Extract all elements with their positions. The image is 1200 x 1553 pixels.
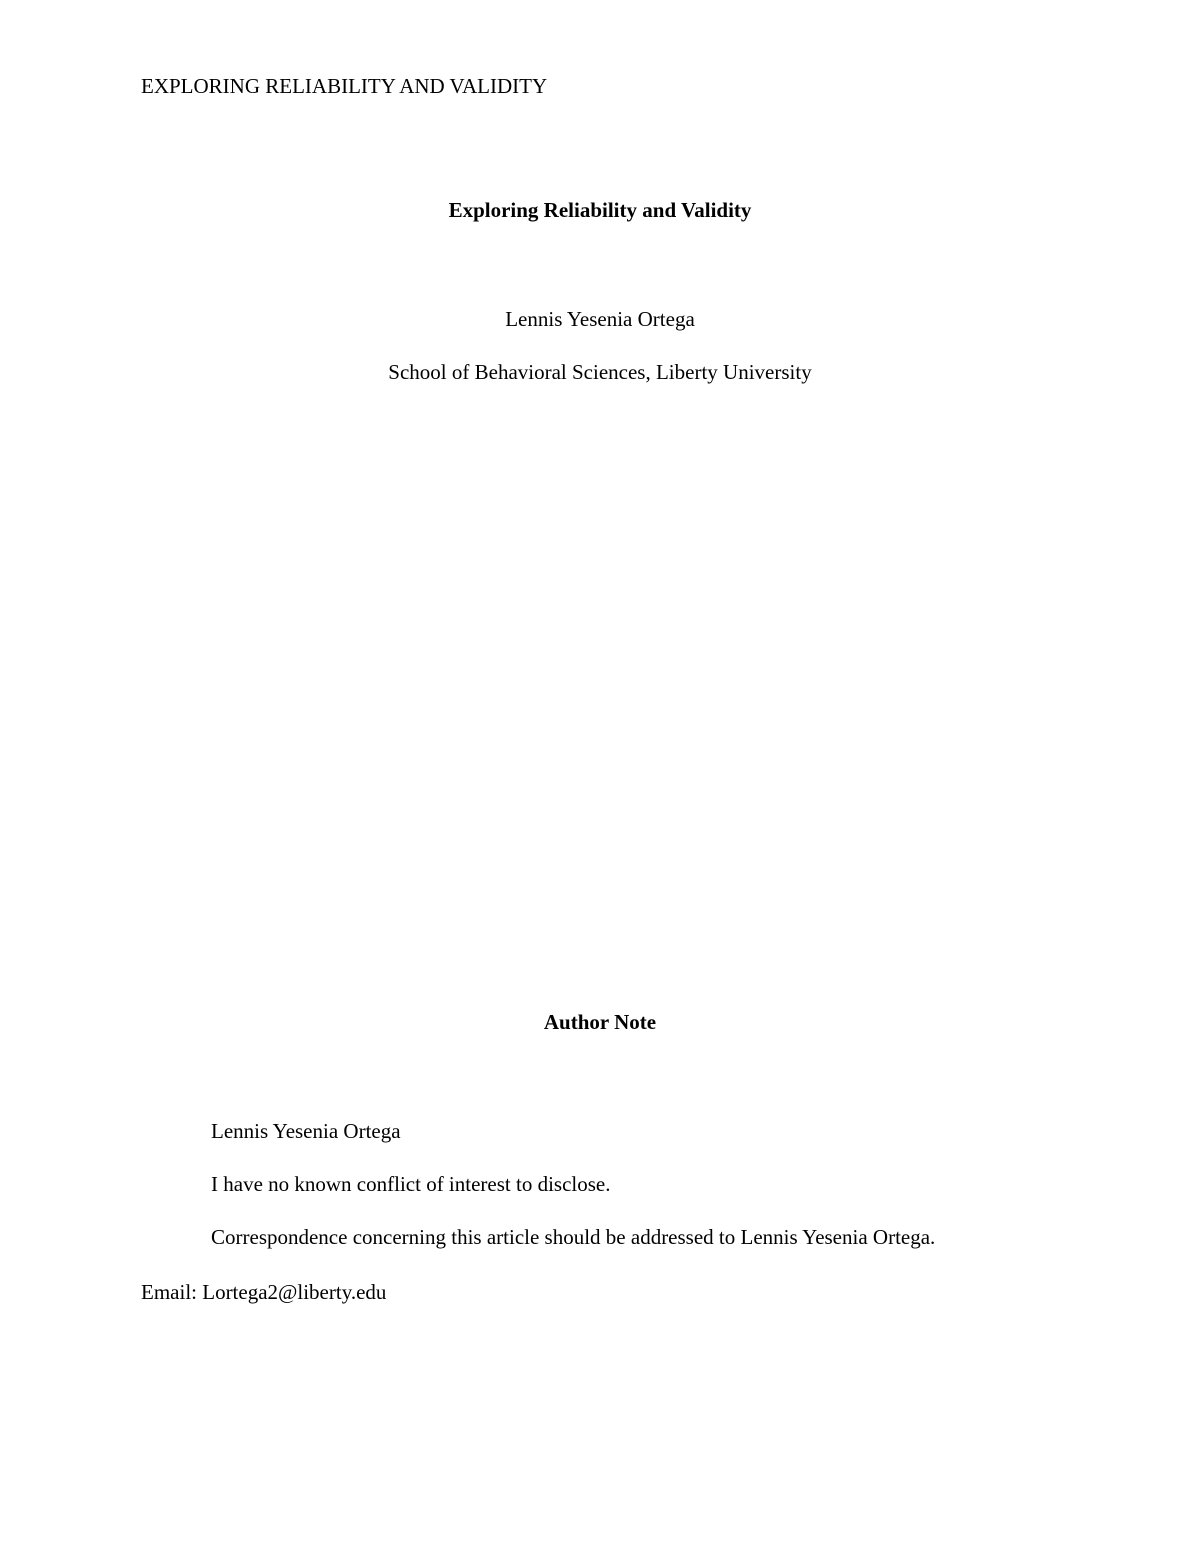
author-note-name: Lennis Yesenia Ortega — [211, 1119, 401, 1143]
author-note-heading: Author Note — [543, 1010, 657, 1034]
paper-title: Exploring Reliability and Validity — [448, 198, 752, 222]
author-note-correspondence: Correspondence concerning this article should be addressed to Lennis Yesenia Ortega. — [211, 1225, 936, 1249]
author-note-conflict: I have no known conflict of interest to disclose. — [211, 1172, 611, 1196]
author-name: Lennis Yesenia Ortega — [505, 307, 695, 331]
author-affiliation: School of Behavioral Sciences, Liberty University — [388, 360, 812, 384]
running-head: EXPLORING RELIABILITY AND VALIDITY — [141, 74, 548, 98]
author-note-email: Email: Lortega2@liberty.edu — [141, 1280, 387, 1304]
